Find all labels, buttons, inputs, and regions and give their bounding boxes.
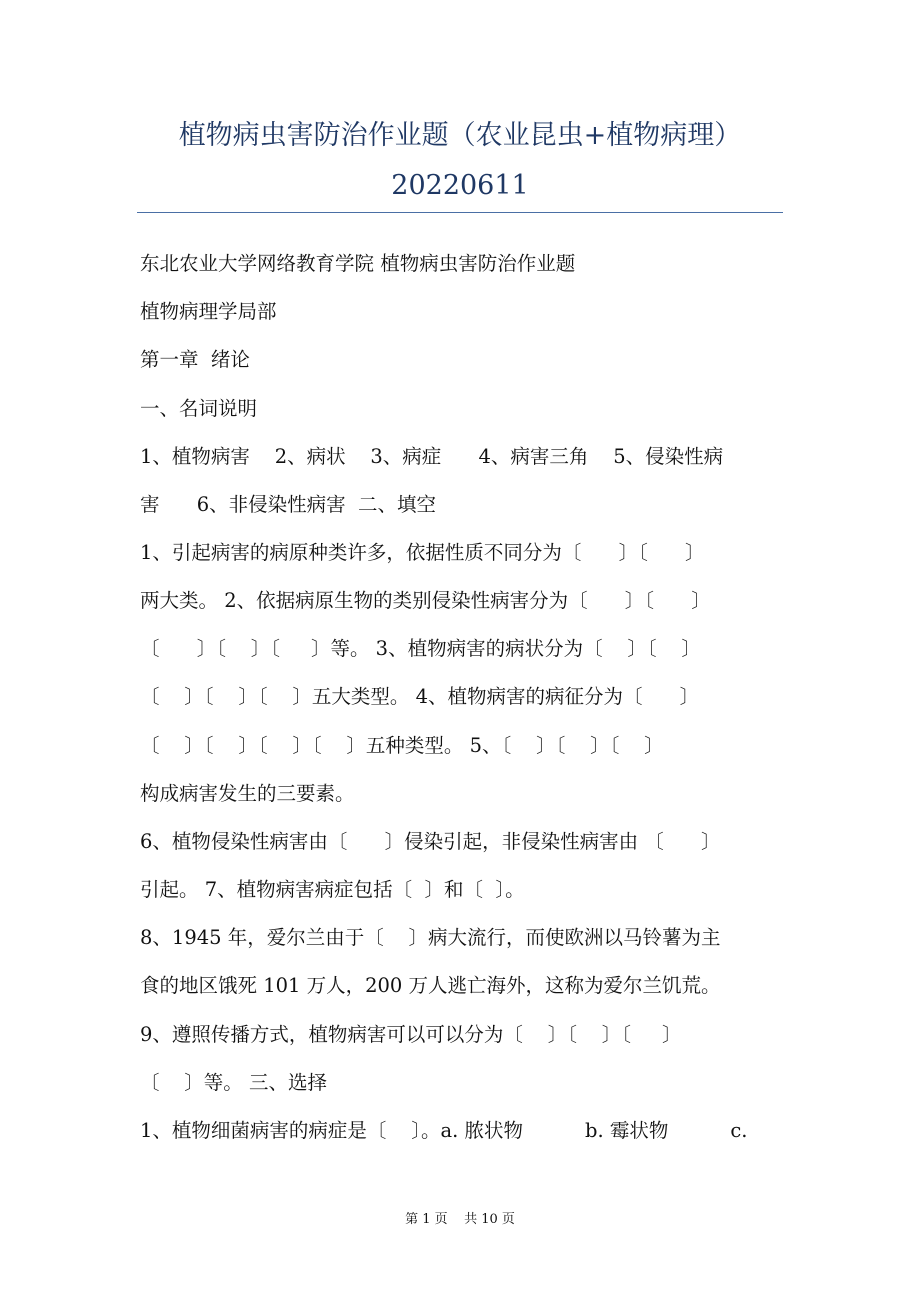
body-line: 引起。 7、植物病害病症包括〔 〕和〔 〕。 [140, 878, 525, 901]
body-line: 东北农业大学网络教育学院 植物病虫害防治作业题 [140, 252, 576, 275]
body-line: 6、植物侵染性病害由〔 〕侵染引起，非侵染性病害由 〔 〕 [140, 830, 721, 853]
body-line: 构成病害发生的三要素。 [140, 782, 355, 805]
body-line: 1、植物病害 2、病状 3、病症 4、病害三角 5、侵染性病 [140, 445, 724, 468]
body-line: 8、1945 年，爱尔兰由于〔 〕病大流行，而使欧洲以马铃薯为主 [140, 926, 721, 949]
body-line: 1、植物细菌病害的病症是〔 〕。a. 脓状物 b. 霉状物 c. [140, 1119, 748, 1142]
body-line: 〔 〕〔 〕〔 〕五大类型。 4、植物病害的病征分为〔 〕 [140, 685, 700, 708]
body-line: 〔 〕〔 〕〔 〕〔 〕五种类型。 5、〔 〕〔 〕〔 〕 [140, 734, 664, 757]
body-line: 〔 〕〔 〕〔 〕等。 3、植物病害的病状分为〔 〕〔 〕 [140, 637, 701, 660]
body-line: 两大类。 2、依据病原生物的类别侵染性病害分为〔 〕〔 〕 [140, 589, 711, 612]
body-line: 9、遵照传播方式，植物病害可以可以分为〔 〕〔 〕〔 〕 [140, 1023, 682, 1046]
body-line: 1、引起病害的病原种类许多，依据性质不同分为〔 〕〔 〕 [140, 541, 705, 564]
body-line: 第一章 绪论 [140, 348, 250, 371]
body-line: 食的地区饿死 101 万人，200 万人逃亡海外，这称为爱尔兰饥荒。 [140, 974, 721, 997]
document-title-line-1: 植物病虫害防治作业题（农业昆虫+植物病理） [178, 120, 742, 151]
page-footer: 第 1 页 共 10 页 [405, 1212, 515, 1227]
section-heading: 一、名词说明 [140, 397, 258, 420]
title-divider [137, 212, 783, 213]
document-title-line-2: 20220611 [391, 170, 529, 201]
body-line: 害 6、非侵染性病害 二、填空 [140, 493, 436, 516]
body-line: 〔 〕等。 三、选择 [140, 1071, 327, 1094]
body-line: 植物病理学局部 [140, 300, 277, 323]
